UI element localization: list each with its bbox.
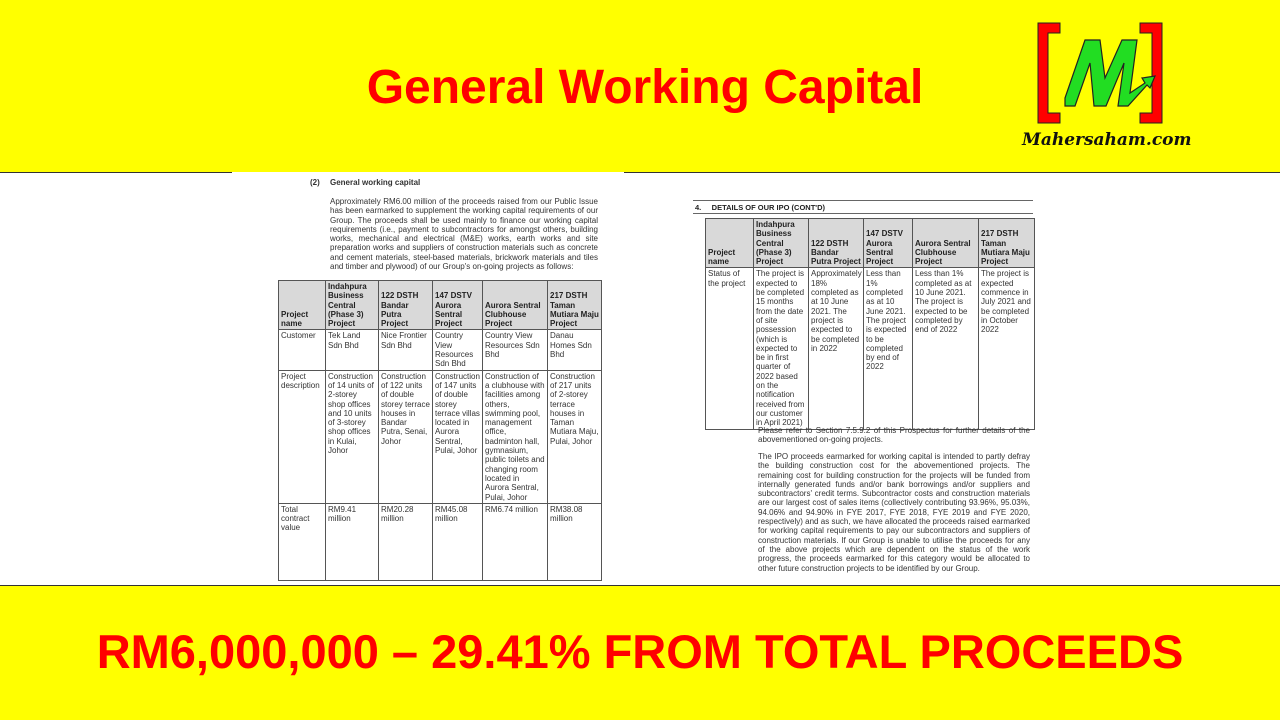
table-row: [279, 503, 602, 580]
column-header: 147 DSTV Aurora Sentral Project: [433, 281, 483, 330]
table-cell: RM20.28 million: [379, 503, 433, 580]
table-cell: RM45.08 million: [433, 503, 483, 580]
table-row: [706, 268, 1035, 429]
right-doc-heading: 4. DETAILS OF OUR IPO (CONT'D): [693, 200, 1033, 214]
table-cell: Construction of 147 units of double storey terrace villas located in Aurora Sentral, Pulai, Johor: [433, 370, 483, 503]
column-header: 122 DSTH Bandar Putra Project: [809, 219, 864, 268]
row-label: Customer: [279, 330, 326, 370]
logo-text: Mahersaham.com: [1022, 130, 1192, 150]
table-row: [279, 370, 602, 503]
table-cell: RM38.08 million: [548, 503, 602, 580]
column-header: 122 DSTH Bandar Putra Project: [379, 281, 433, 330]
table-cell: Tek Land Sdn Bhd: [326, 330, 379, 370]
table-cell: Country View Resources Sdn Bhd: [433, 330, 483, 370]
row-label: Total contract value: [279, 503, 326, 580]
table-cell: Construction of 122 units of double storey terrace houses in Bandar Putra, Senai, Johor: [379, 370, 433, 503]
table-header-row: [706, 219, 1035, 268]
table-cell: Approximately 18% completed as at 10 June 2021. The project is expected to be completed in 2022: [809, 268, 864, 429]
section-title: General working capital: [330, 178, 421, 187]
column-header: Aurora Sentral Clubhouse Project: [483, 281, 548, 330]
column-header: Indahpura Business Central (Phase 3) Project: [754, 219, 809, 268]
intro-paragraph: Approximately RM6.00 million of the proceeds raised from our Public Issue has been earmarked to supplement the working capital requirements of our Group. The proceeds shall be used mainly to finance our working capital requirements (i.e., payment to subcontractors for amongst others, building works, mechanical and electrical (M&E) works, earth works and site preparation works and suppliers of construction materials such as concrete and cement materials, steel-based materials, brickwork materials and tiles and timber and plywood) of our Group's on-going projects as follows:: [330, 197, 598, 272]
column-header: Aurora Sentral Clubhouse Project: [913, 219, 979, 268]
reference-paragraph: Please refer to Section 7.5.9.2 of this Prospectus for further details of the abovementioned on-going projects.: [758, 426, 1030, 445]
table-cell: Less than 1% completed as at 10 June 2021. The project is expected to be completed by end of 2022: [864, 268, 913, 429]
column-header: 147 DSTV Aurora Sentral Project: [864, 219, 913, 268]
right-status-table: [705, 218, 1035, 430]
table-cell: Less than 1% completed as at 10 June 2021. The project is expected to be completed by end of 2022: [913, 268, 979, 429]
footer-summary: RM6,000,000 – 29.41% FROM TOTAL PROCEEDS: [96, 625, 1184, 678]
table-cell: Nice Frontier Sdn Bhd: [379, 330, 433, 370]
slide-title: General Working Capital: [366, 61, 924, 114]
table-cell: Country View Resources Sdn Bhd: [483, 330, 548, 370]
table-cell: Construction of 217 units of 2-storey terrace houses in Taman Mutiara Maju, Pulai, Johor: [548, 370, 602, 503]
section-number: (2): [310, 178, 320, 187]
table-cell: RM9.41 million: [326, 503, 379, 580]
row-label: Status of the project: [706, 268, 754, 429]
table-cell: The project is expected commence in July 2021 and be completed in October 2022: [979, 268, 1035, 429]
column-header: Project name: [706, 219, 754, 268]
column-header: 217 DSTH Taman Mutiara Maju Project: [979, 219, 1035, 268]
table-cell: RM6.74 million: [483, 503, 548, 580]
column-header: 217 DSTH Taman Mutiara Maju Project: [548, 281, 602, 330]
table-cell: Construction of 14 units of 2-storey shop offices and 10 units of 3-storey shop offices in Kulai, Johor: [326, 370, 379, 503]
table-cell: Construction of a clubhouse with facilities among others, swimming pool, management office, badminton hall, gymnasium, public toilets and changing room located in Aurora Sentral, Pulai, Johor: [483, 370, 548, 503]
row-label: Project description: [279, 370, 326, 503]
footer-band: [0, 585, 1280, 720]
proceeds-paragraph: The IPO proceeds earmarked for working capital is intended to partly defray the building construction cost for the abovementioned projects. The remaining cost for building construction for the projects will be funded from internally generated funds and/or bank borrowings and/or suppliers and subcontractors' credit terms. Subcontractor costs and construction materials are our largest cost of sales items (collectively contributing 93.96%, 95.03%, 94.06% and 94.90% in FYE 2017, FYE 2018, FYE 2019 and FYE 2020, respectively) and as such, we have allocated the proceeds raised earmarked for working capital requirements to pay our subcontractors and suppliers of construction materials. If our Group is unable to utilise the proceeds for any of the above projects which are dependent on the status of the work progress, the proceeds earmarked for this category would be allocated to other future construction projects to be identified by our Group.: [758, 452, 1030, 573]
column-header: Indahpura Business Central (Phase 3) Project: [326, 281, 379, 330]
table-cell: The project is expected to be completed 15 months from the date of site possession (which is expected to be in first quarter of 2022 based on the notification received from our customer in April 2021): [754, 268, 809, 429]
table-header-row: [279, 281, 602, 330]
column-header: Project name: [279, 281, 326, 330]
logo-m-icon: [1020, 18, 1180, 133]
table-row: [279, 330, 602, 370]
left-projects-table: [278, 280, 602, 581]
table-cell: Danau Homes Sdn Bhd: [548, 330, 602, 370]
